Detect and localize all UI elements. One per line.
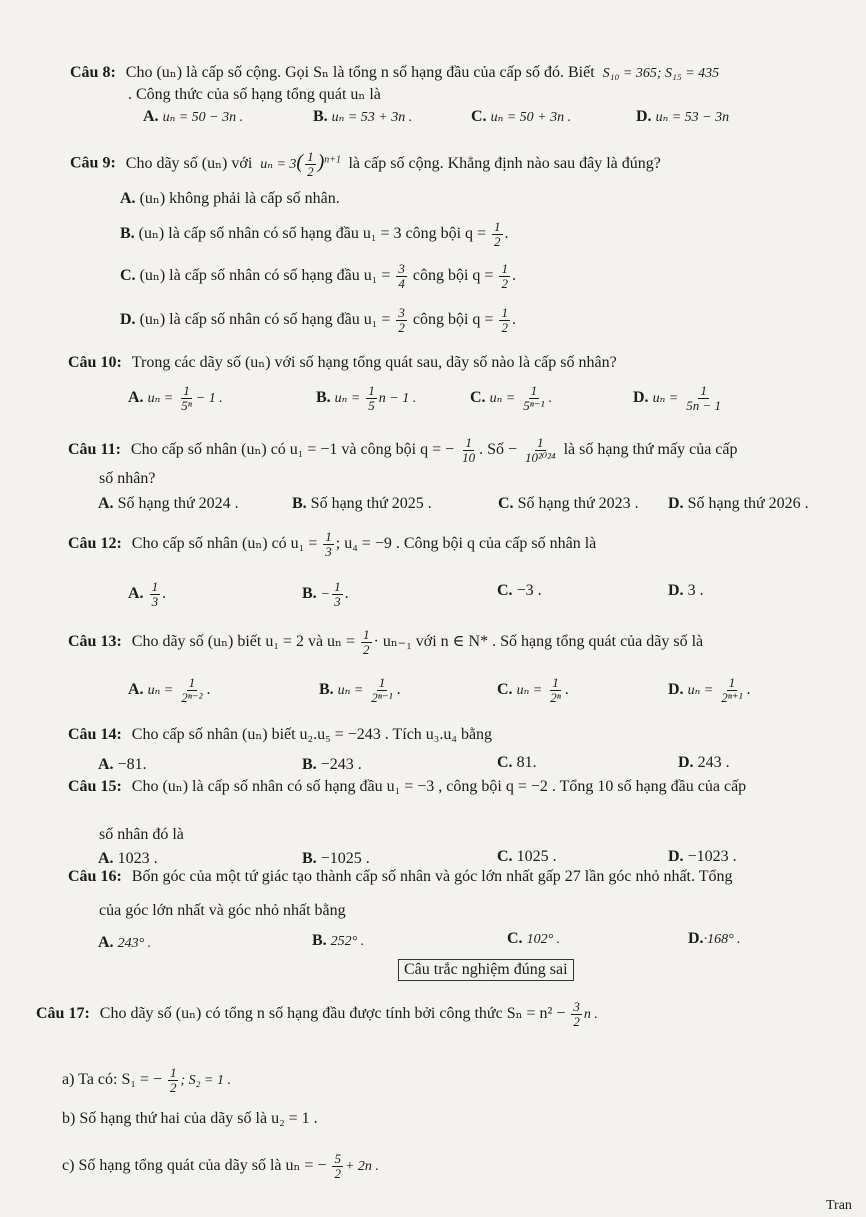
option-15d[interactable]: D. −1023 .	[668, 848, 737, 865]
option-15a[interactable]: A. 1023 .	[98, 850, 158, 867]
question-8-stem	[70, 62, 719, 82]
option-11c[interactable]: C. Số hạng thứ 2023 .	[498, 495, 639, 512]
option-13a[interactable]: A. uₙ = $\frac{1}{\text{2ⁿ⁻²}}$ .	[128, 675, 211, 705]
option-16b[interactable]: B. 252° .	[312, 932, 365, 949]
option-12d[interactable]: D. 3 .	[668, 582, 704, 599]
question-text: Cho (uₙ) là cấp số cộng. Gọi Sₙ là tổng n số hạng đầu của cấp số đó. Biết	[125, 64, 595, 81]
statement-17c[interactable]: c) Số hạng tổng quát của dãy số là uₙ = − $\frac{5}{2}$ + 2n .	[62, 1151, 379, 1181]
given-values: S₁₀ = 365; S₁₅ = 435	[602, 66, 720, 81]
option-9a[interactable]: A. (uₙ) không phải là cấp số nhân.	[120, 190, 340, 207]
question-label: Câu 9:	[70, 154, 116, 172]
question-8-stem-line2: . Công thức của số hạng tổng quát uₙ là	[128, 86, 381, 103]
option-10d[interactable]: D. uₙ = $\frac{1}{5n - 1}$	[633, 383, 721, 413]
option-8a[interactable]: A. uₙ = 50 − 3n .	[143, 108, 244, 125]
question-15-stem-line2: số nhân đó là	[99, 826, 184, 843]
question-11-stem-line2: số nhân?	[99, 470, 156, 487]
question-15-stem: Câu 15: Cho (uₙ) là cấp số nhân có số hạng đầu u₁ = −3 , công bội q = −2 . Tổng 10 số hạng đầu của cấp	[68, 778, 747, 795]
footer-fragment: Tran	[826, 1198, 852, 1213]
option-8c[interactable]: C. uₙ = 50 + 3n .	[471, 108, 572, 125]
question-label: Câu 16:	[68, 868, 122, 885]
question-16-stem: Câu 16: Bốn góc của một tứ giác tạo thành cấp số nhân và góc lớn nhất gấp 27 lần góc nhỏ nhất. Tổng	[68, 868, 733, 885]
question-label: Câu 12:	[68, 535, 122, 553]
option-12c[interactable]: C. −3 .	[497, 582, 542, 599]
option-11d[interactable]: D. Số hạng thứ 2026 .	[668, 495, 809, 512]
option-16a[interactable]: A. 243° .	[98, 934, 152, 951]
option-8d[interactable]: D. uₙ = 53 − 3n	[636, 108, 730, 125]
question-label: Câu 11:	[68, 441, 121, 459]
question-14-stem: Câu 14: Cho cấp số nhân (uₙ) biết u₂.u₅ = −243 . Tích u₃.u₄ bằng	[68, 726, 493, 743]
option-14d[interactable]: D. 243 .	[678, 754, 730, 771]
option-14a[interactable]: A. −81.	[98, 756, 147, 773]
option-10b[interactable]: B. uₙ = $\frac{1}{5}$ n − 1 .	[316, 383, 417, 413]
option-12b[interactable]: B. − $\frac{1}{3}$ .	[302, 579, 349, 609]
question-12-stem: Câu 12: Cho cấp số nhân (uₙ) có u₁ = $\frac{1}{3}$ ; u₄ = −9 . Công bội q của cấp số nhân là	[68, 529, 597, 559]
option-13b[interactable]: B. uₙ = $\frac{1}{\text{2ⁿ⁻¹}}$ .	[319, 675, 401, 705]
question-label: Câu 13:	[68, 633, 122, 651]
question-label: Câu 10:	[68, 354, 122, 371]
option-13c[interactable]: C. uₙ = $\frac{1}{\text{2ⁿ}}$ .	[497, 675, 569, 705]
option-14c[interactable]: C. 81.	[497, 754, 537, 771]
question-13-stem: Câu 13: Cho dãy số (uₙ) biết u₁ = 2 và uₙ = $\frac{1}{2}$ · uₙ₋₁ với n ∈ N* . Số hạng tổng quát của dãy số là	[68, 627, 704, 657]
option-9b[interactable]: B. (uₙ) là cấp số nhân có số hạng đầu u₁ = 3 công bội q = $\frac{1}{2}$ .	[120, 219, 509, 249]
statement-17a[interactable]: a) Ta có: S₁ = − $\frac{1}{2}$ ; S₂ = 1 .	[62, 1065, 231, 1095]
option-13d[interactable]: D. uₙ = $\frac{1}{\text{2ⁿ⁺¹}}$ .	[668, 675, 751, 705]
option-11b[interactable]: B. Số hạng thứ 2025 .	[292, 495, 432, 512]
option-10c[interactable]: C. uₙ = $\frac{1}{\text{5ⁿ⁻¹}}$ .	[470, 383, 553, 413]
formula: uₙ = 3( $\frac{1}{2}$ )$^{n+1}$	[260, 149, 341, 179]
option-9d[interactable]: D. (uₙ) là cấp số nhân có số hạng đầu u₁ = $\frac{3}{2}$ công bội q = $\frac{1}{2}$ .	[120, 305, 516, 335]
question-17-stem: Câu 17: Cho dãy số (uₙ) có tổng n số hạng đầu được tính bởi công thức Sₙ = n² − $\frac{3}{2}$ n .	[36, 999, 598, 1029]
question-label: Câu 8:	[70, 64, 116, 81]
question-9-stem: Câu 9: Cho dãy số (uₙ) với uₙ = 3( $\frac{1}{2}$ )$^{n+1}$ là cấp số cộng. Khẳng định nào sau đây là đúng?	[70, 149, 661, 179]
option-12a[interactable]: A. $\frac{1}{3}$ .	[128, 579, 167, 609]
question-10-stem: Câu 10: Trong các dãy số (uₙ) với số hạng tổng quát sau, dãy số nào là cấp số nhân?	[68, 354, 617, 371]
option-14b[interactable]: B. −243 .	[302, 756, 362, 773]
option-10a[interactable]: A. uₙ = $\frac{1}{\text{5ⁿ}}$ − 1 .	[128, 383, 223, 413]
option-8b[interactable]: B. uₙ = 53 + 3n .	[313, 108, 413, 125]
option-15c[interactable]: C. 1025 .	[497, 848, 557, 865]
option-16c[interactable]: C. 102° .	[507, 930, 561, 947]
question-16-stem-line2: của góc lớn nhất và góc nhỏ nhất bằng	[99, 902, 346, 919]
question-11-stem: Câu 11: Cho cấp số nhân (uₙ) có u₁ = −1 và công bội q = − $\frac{1}{10}$ . Số − $\frac{1}{\text{10²⁰²⁴}}$ là số hạng thứ mấy của cấp	[68, 435, 738, 465]
option-16d[interactable]: D.·168° .	[688, 930, 741, 947]
option-11a[interactable]: A. Số hạng thứ 2024 .	[98, 495, 239, 512]
question-label: Câu 17:	[36, 1005, 90, 1023]
section-heading: Câu trắc nghiệm đúng sai	[398, 959, 574, 981]
question-label: Câu 14:	[68, 726, 122, 743]
option-9c[interactable]: C. (uₙ) là cấp số nhân có số hạng đầu u₁ = $\frac{3}{4}$ công bội q = $\frac{1}{2}$ .	[120, 261, 516, 291]
question-label: Câu 15:	[68, 778, 122, 795]
option-15b[interactable]: B. −1025 .	[302, 850, 370, 867]
statement-17b[interactable]: b) Số hạng thứ hai của dãy số là u₂ = 1 .	[62, 1110, 318, 1127]
